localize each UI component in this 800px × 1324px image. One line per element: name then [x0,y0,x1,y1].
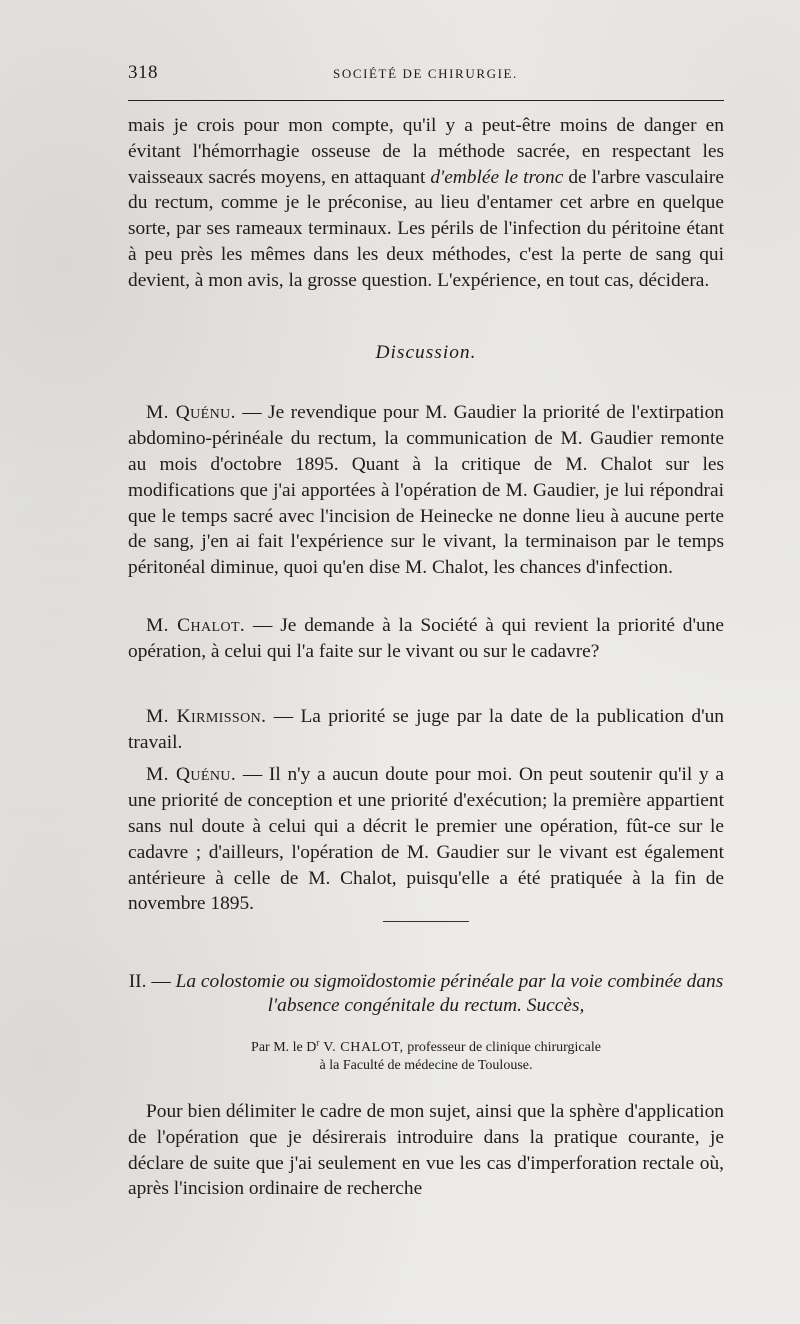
opening-paragraph [128,113,724,294]
speech-quenu-2 [128,743,724,937]
speaker-name: M. Chalot. [146,615,246,637]
byline-author: V. CHALOT, [319,1040,404,1055]
opening-rest: de l'arbre vasculaire du rectum, comme je le préconise, au lieu d'entamer cet arbre en quelque sorte, par ses rameaux terminaux. Les périls de l'infection du péritoine étant à peu près les mêmes dans les deux méthodes, c'est la perte de sang qui devient, à mon avis, la grosse question. L'expérience, en tout cas, décidera. [128,166,724,291]
article-number: II. — [128,971,176,992]
byline-prefix: Par M. le D [251,1040,317,1055]
byline-line-1 [128,1039,724,1057]
article-title [128,970,724,1018]
journal-title: SOCIÉTÉ DE CHIRURGIE. [333,66,518,81]
speech-quenu-1 [128,381,724,600]
byline-line-2: à la Faculté de médecine de Toulouse. [319,1058,533,1073]
byline-sup: r [316,1037,320,1048]
page-number: 318 [128,62,158,83]
section-divider [383,921,469,922]
speaker-name: M. Quénu. [146,764,237,786]
closing-text: Pour bien délimiter le cadre de mon sujet, ainsi que la sphère d'application de l'opération que je désirerais introduire dans la pratique courante, je déclare de suite que j'ai seulement en vue les cas d'imperforation rectale où, après l'incision ordinaire de recherche [128,1101,724,1200]
speech-text: — Je revendique pour M. Gaudier la priorité de l'extirpation abdomino-périnéale du rectum, la communication de M. Gaudier remonte au mois d'octobre 1895. Quant à la critique de M. Chalot sur les modifications que j'ai apportées à l'opération de M. Gaudier, je lui répondrai que le temps sacré avec l'incision de Heinecke ne donne lieu à aucune perte de sang, j'en ai fait l'expérience sur le vivant, la terminaison par le temps péritonéal diminue, quoi qu'en dise M. Chalot, les chances d'infection. [128,402,724,579]
speech-chalot [128,594,724,684]
speech-text: — Il n'y a aucun doute pour moi. On peut soutenir qu'il y a une priorité de conception et une priorité d'exécution; la première appartient sans nul doute à celui qui a décrit le premier une opération, fût-ce sur le cadavre ; d'ailleurs, l'opération de M. Gaudier sur le vivant est également antérieure à celle de M. Chalot, puisqu'elle a été pratiquée à la fin de novembre 1895. [128,764,724,915]
header-rule [128,100,724,101]
speaker-name: M. Quénu. [146,402,236,424]
speech-text: — La priorité se juge par la date de la publication d'un travail. [128,706,724,754]
running-head [128,62,724,86]
speech-text: — Je demande à la Société à qui revient la priorité d'une opération, à celui qui l'a faite sur le vivant ou sur le cadavre? [128,615,724,663]
article-title-text: La colostomie ou sigmoïdostomie périnéale par la voie combinée dans l'absence congénitale du rectum. Succès, [175,971,724,1016]
speaker-name: M. Kirmisson. [146,706,267,728]
discussion-heading: Discussion. [375,342,477,363]
opening-lead: mais je crois pour mon compte, qu'il y a peut-être moins de danger en évitant l'hémorrhagie osseuse de la méthode sacrée, en respectant les vaisseaux sacrés moyens, en attaquant [128,115,724,188]
byline-rest: professeur de clinique chirurgicale [403,1040,601,1055]
closing-paragraph [128,1099,724,1202]
article-byline [128,1039,724,1075]
opening-emphasis: d'emblée le tronc [430,166,564,188]
